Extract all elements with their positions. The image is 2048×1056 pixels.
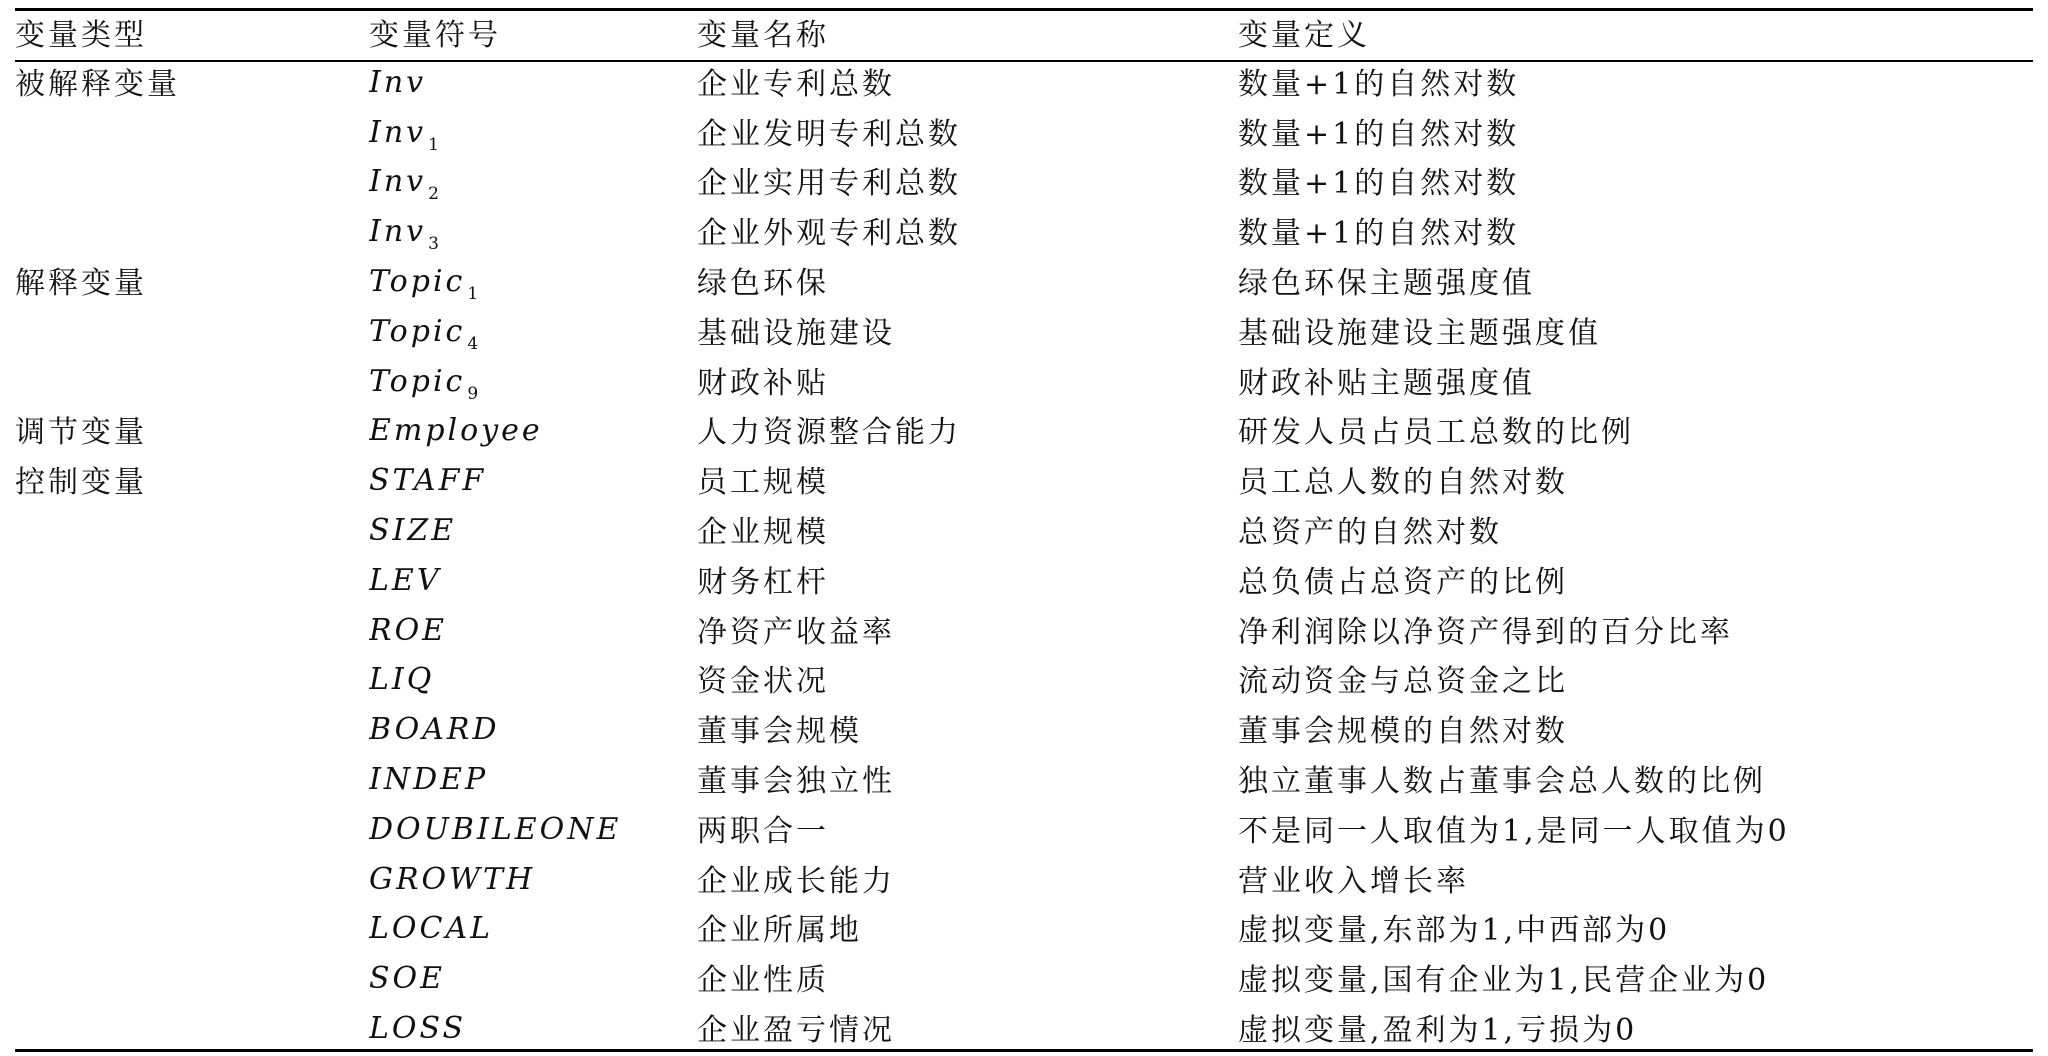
table-row [15, 707, 2033, 757]
cell-variable-name: 企业发明专利总数 [697, 116, 961, 152]
symbol-main: SOE [369, 961, 446, 997]
table-row [15, 857, 2033, 907]
cell-variable-definition: 营业收入增长率 [1238, 863, 1469, 899]
cell-variable-type [15, 209, 369, 259]
table-row [15, 807, 2033, 857]
cell-variable-symbol [369, 259, 697, 309]
symbol-main: BOARD [369, 712, 500, 748]
cell-variable-definition: 数量+1的自然对数 [1238, 116, 1520, 152]
symbol-main: Topic [369, 264, 466, 300]
symbol-main: Employee [369, 413, 543, 449]
symbol-main: DOUBILEONE [369, 811, 622, 847]
cell-variable-symbol [369, 160, 697, 210]
cell-variable-type [15, 658, 369, 708]
cell-variable-type [15, 508, 369, 558]
symbol-main: Inv [369, 64, 427, 100]
cell-variable-symbol [369, 807, 697, 857]
cell-variable-name: 企业规模 [697, 515, 829, 551]
table-row [15, 757, 2033, 807]
cell-variable-type [15, 857, 369, 907]
cell-variable-name: 企业盈亏情况 [697, 1013, 895, 1049]
cell-variable-definition: 净利润除以净资产得到的百分比率 [1238, 614, 1733, 650]
cell-variable-name: 员工规模 [697, 465, 829, 501]
cell-variable-symbol [369, 60, 697, 110]
table-row [15, 907, 2033, 957]
cell-variable-name: 两职合一 [697, 813, 829, 849]
cell-variable-name: 企业专利总数 [697, 66, 895, 102]
symbol-main: Inv [369, 214, 427, 250]
cell-variable-name: 企业外观专利总数 [697, 216, 961, 252]
cell-variable-type [15, 608, 369, 658]
cell-variable-definition: 总负债占总资产的比例 [1238, 564, 1568, 600]
cell-variable-type [15, 359, 369, 409]
table-row [15, 259, 2033, 309]
table-row [15, 160, 2033, 210]
cell-variable-definition: 总资产的自然对数 [1238, 515, 1502, 551]
cell-variable-definition: 财政补贴主题强度值 [1238, 365, 1535, 401]
cell-variable-symbol [369, 110, 697, 160]
cell-variable-name: 董事会规模 [697, 714, 862, 750]
symbol-main: LIQ [369, 662, 435, 698]
cell-variable-symbol [369, 508, 697, 558]
symbol-main: LOCAL [369, 911, 494, 947]
table-body [15, 60, 2033, 1056]
symbol-main: Inv [369, 114, 427, 150]
symbol-main: ROE [369, 612, 448, 648]
cell-variable-definition: 董事会规模的自然对数 [1238, 714, 1568, 750]
table-row [15, 359, 2033, 409]
cell-variable-name: 企业所属地 [697, 913, 862, 949]
symbol-main: Inv [369, 164, 427, 200]
cell-variable-symbol [369, 608, 697, 658]
cell-variable-symbol [369, 409, 697, 459]
table-row [15, 608, 2033, 658]
table-row [15, 558, 2033, 608]
variable-definition-table [15, 11, 2033, 1056]
cell-variable-definition: 数量+1的自然对数 [1238, 216, 1520, 252]
cell-variable-symbol [369, 757, 697, 807]
symbol-main: GROWTH [369, 861, 536, 897]
cell-variable-name: 资金状况 [697, 664, 829, 700]
cell-variable-definition: 虚拟变量,盈利为1,亏损为0 [1238, 1013, 1638, 1049]
table-row [15, 110, 2033, 160]
cell-variable-symbol [369, 209, 697, 259]
symbol-subscript: 1 [467, 284, 479, 305]
cell-variable-type [15, 558, 369, 608]
cell-variable-symbol [369, 359, 697, 409]
cell-variable-name: 基础设施建设 [697, 315, 895, 351]
cell-variable-definition: 数量+1的自然对数 [1238, 66, 1520, 102]
cell-variable-name: 财政补贴 [697, 365, 829, 401]
cell-variable-type [15, 707, 369, 757]
cell-variable-definition: 虚拟变量,东部为1,中西部为0 [1238, 913, 1671, 949]
header-variable-definition: 变量定义 [1238, 17, 1370, 53]
cell-variable-name: 人力资源整合能力 [697, 415, 961, 451]
table-row [15, 956, 2033, 1006]
cell-variable-type: 被解释变量 [15, 66, 180, 102]
symbol-main: Topic [369, 363, 466, 399]
cell-variable-definition: 数量+1的自然对数 [1238, 166, 1520, 202]
symbol-main: LEV [369, 562, 442, 598]
table-row [15, 60, 2033, 110]
cell-variable-name: 企业成长能力 [697, 863, 895, 899]
symbol-main: STAFF [369, 463, 487, 499]
cell-variable-type [15, 309, 369, 359]
symbol-main: INDEP [369, 762, 489, 798]
symbol-subscript: 3 [428, 234, 439, 255]
cell-variable-type [15, 110, 369, 160]
cell-variable-name: 财务杠杆 [697, 564, 829, 600]
cell-variable-symbol [369, 458, 697, 508]
cell-variable-symbol [369, 956, 697, 1006]
cell-variable-type [15, 907, 369, 957]
table-row [15, 508, 2033, 558]
table-header [15, 11, 2033, 60]
cell-variable-definition: 研发人员占员工总数的比例 [1238, 415, 1634, 451]
cell-variable-definition: 流动资金与总资金之比 [1238, 664, 1568, 700]
cell-variable-symbol [369, 907, 697, 957]
cell-variable-definition: 不是同一人取值为1,是同一人取值为0 [1238, 813, 1790, 849]
header-variable-symbol: 变量符号 [369, 17, 501, 53]
cell-variable-name: 企业实用专利总数 [697, 166, 961, 202]
cell-variable-name: 董事会独立性 [697, 764, 895, 800]
header-variable-name: 变量名称 [697, 17, 829, 53]
symbol-main: LOSS [369, 1011, 467, 1047]
symbol-subscript: 9 [467, 383, 479, 404]
symbol-subscript: 1 [428, 134, 439, 155]
cell-variable-symbol [369, 857, 697, 907]
table-row [15, 309, 2033, 359]
cell-variable-symbol [369, 658, 697, 708]
symbol-main: Topic [369, 313, 466, 349]
cell-variable-type: 解释变量 [15, 266, 147, 302]
cell-variable-type: 调节变量 [15, 415, 147, 451]
cell-variable-symbol [369, 309, 697, 359]
cell-variable-type [15, 1006, 369, 1056]
symbol-subscript: 2 [428, 184, 439, 205]
cell-variable-definition: 独立董事人数占董事会总人数的比例 [1238, 764, 1766, 800]
table-row [15, 658, 2033, 708]
cell-variable-symbol [369, 707, 697, 757]
cell-variable-type [15, 160, 369, 210]
cell-variable-type [15, 807, 369, 857]
cell-variable-name: 企业性质 [697, 963, 829, 999]
header-row [15, 11, 2033, 60]
cell-variable-name: 净资产收益率 [697, 614, 895, 650]
cell-variable-symbol [369, 558, 697, 608]
cell-variable-definition: 虚拟变量,国有企业为1,民营企业为0 [1238, 963, 1770, 999]
symbol-subscript: 4 [467, 333, 479, 354]
symbol-main: SIZE [369, 513, 457, 549]
table-row [15, 1006, 2033, 1056]
cell-variable-definition: 员工总人数的自然对数 [1238, 465, 1568, 501]
cell-variable-name: 绿色环保 [697, 266, 829, 302]
cell-variable-type [15, 956, 369, 1006]
cell-variable-type: 控制变量 [15, 465, 147, 501]
cell-variable-definition: 绿色环保主题强度值 [1238, 266, 1535, 302]
cell-variable-definition: 基础设施建设主题强度值 [1238, 315, 1601, 351]
cell-variable-symbol [369, 1006, 697, 1056]
cell-variable-type [15, 757, 369, 807]
table-row [15, 409, 2033, 459]
table-row [15, 209, 2033, 259]
header-variable-type: 变量类型 [15, 17, 147, 53]
table-row [15, 458, 2033, 508]
